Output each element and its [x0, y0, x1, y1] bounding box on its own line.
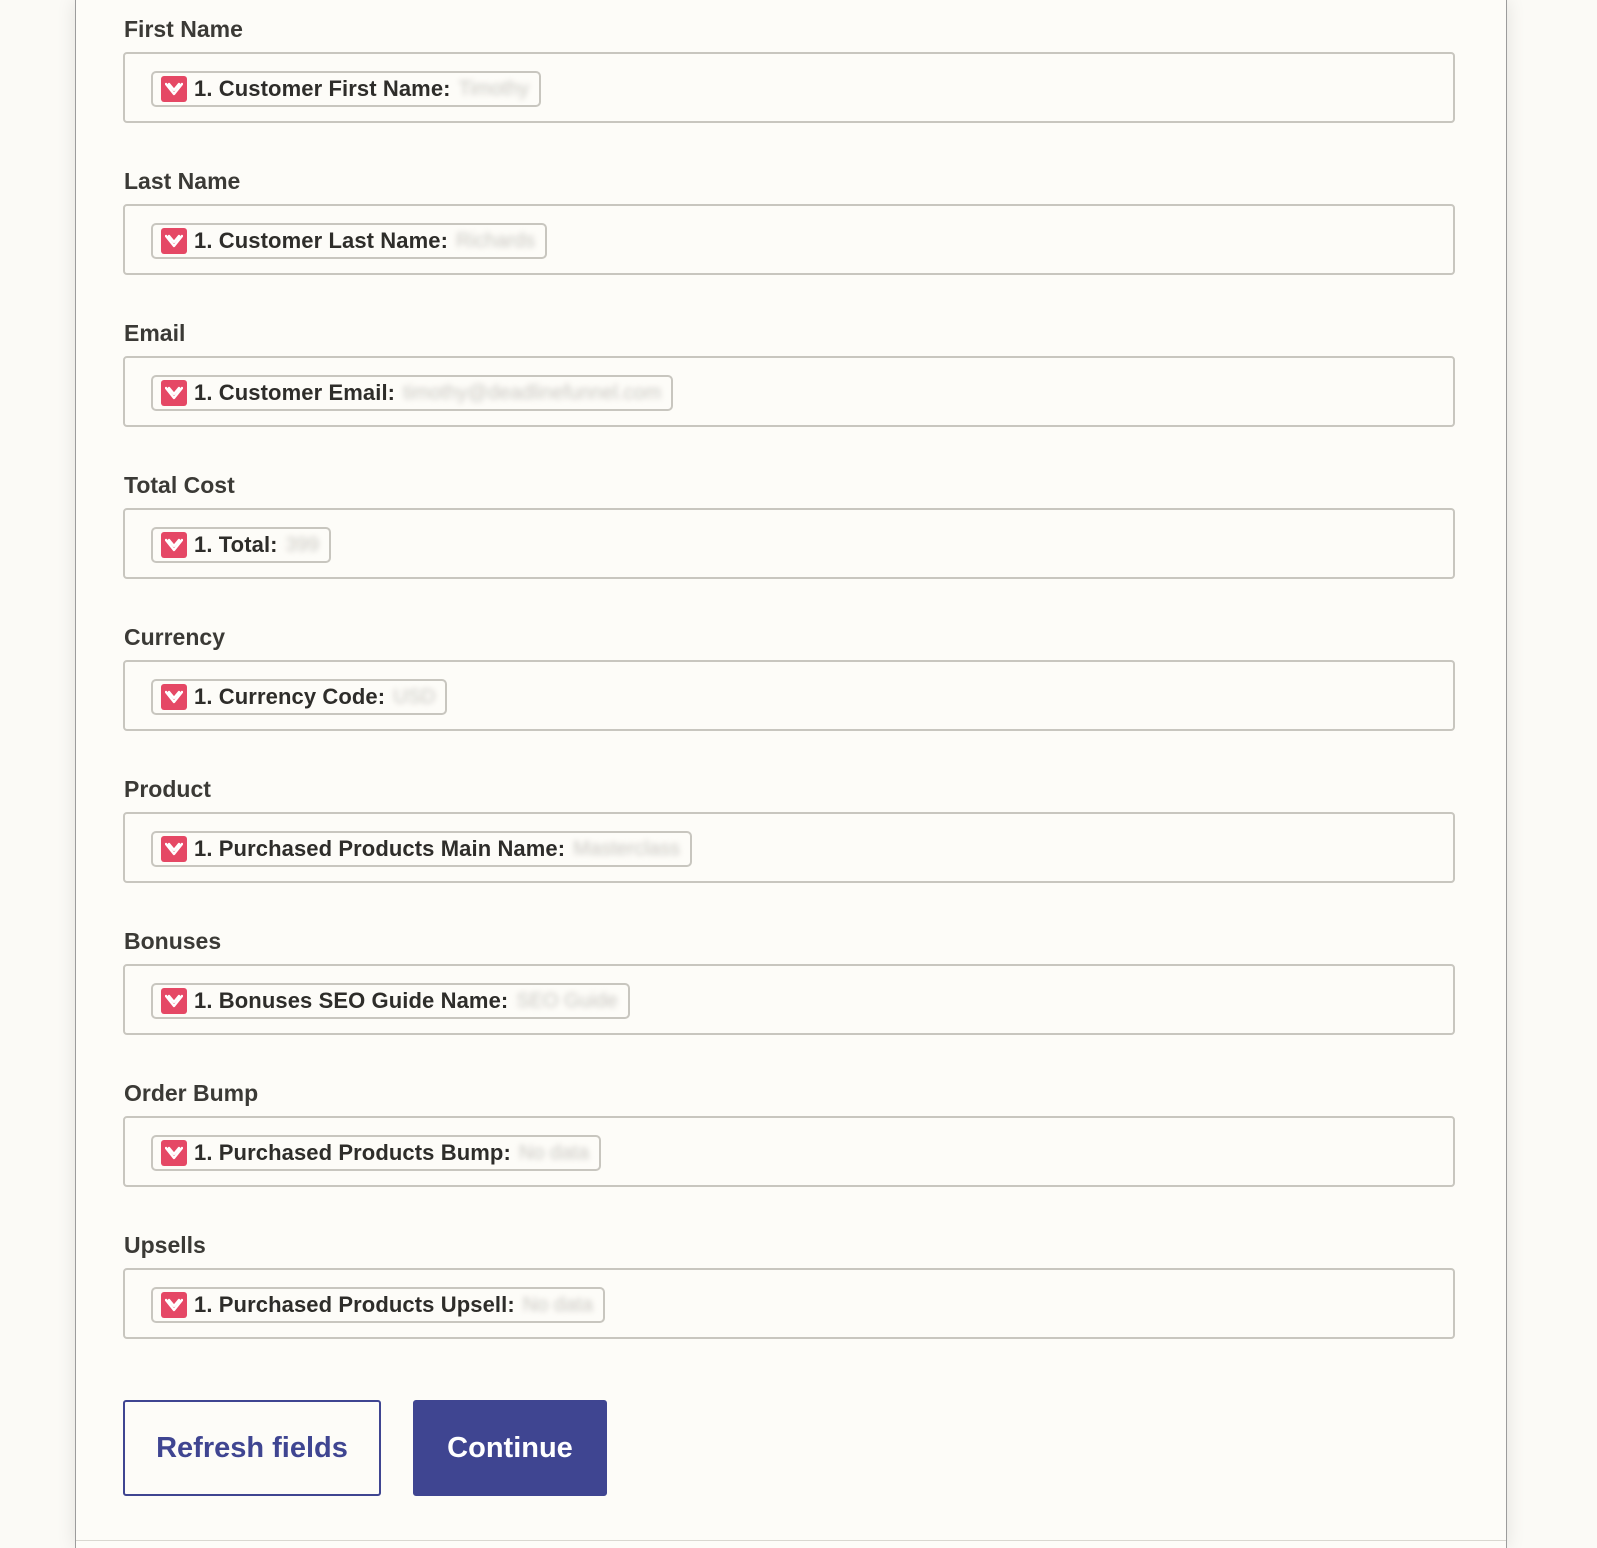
pill-label: 1. Customer Email:	[194, 380, 396, 405]
continue-button[interactable]: Continue	[413, 1400, 607, 1496]
field-label: Last Name	[124, 168, 241, 194]
field-bonuses	[123, 926, 1459, 1078]
last-name-input[interactable]	[123, 204, 1455, 275]
pill-value: 399	[285, 533, 319, 556]
field-order-bump	[123, 1078, 1459, 1230]
deadline-funnel-app-icon	[161, 76, 187, 102]
pill-value: No data	[518, 1141, 589, 1164]
field-currency	[123, 622, 1459, 774]
panel-divider	[76, 1540, 1506, 1541]
pill-value: No data	[522, 1293, 593, 1316]
mapped-value-pill[interactable]	[151, 375, 673, 411]
pill-value: Richards	[456, 229, 535, 252]
field-label: Total Cost	[124, 472, 235, 498]
currency-input[interactable]	[123, 660, 1455, 731]
deadline-funnel-app-icon	[161, 1140, 187, 1166]
first-name-input[interactable]	[123, 52, 1455, 123]
field-total-cost	[123, 470, 1459, 622]
field-label: Email	[124, 320, 186, 346]
pill-label: 1. Purchased Products Main Name:	[194, 836, 566, 861]
field-product	[123, 774, 1459, 926]
pill-label: 1. Purchased Products Bump:	[194, 1140, 511, 1165]
field-label: Bonuses	[124, 928, 222, 954]
field-label: Order Bump	[124, 1080, 259, 1106]
deadline-funnel-app-icon	[161, 380, 187, 406]
mapped-value-pill[interactable]	[151, 1287, 605, 1323]
mapped-value-pill[interactable]	[151, 983, 630, 1019]
bonuses-input[interactable]	[123, 964, 1455, 1035]
field-label: Currency	[124, 624, 225, 650]
email-input[interactable]	[123, 356, 1455, 427]
pill-value: timothy@deadlinefunnel.com	[403, 381, 662, 404]
mapped-value-pill[interactable]	[151, 223, 547, 259]
pill-value: Masterclass	[573, 837, 680, 860]
field-label: Product	[124, 776, 211, 802]
pill-value: SEO Guide	[516, 989, 618, 1012]
field-upsells	[123, 1230, 1459, 1382]
upsells-input[interactable]	[123, 1268, 1455, 1339]
deadline-funnel-app-icon	[161, 836, 187, 862]
pill-label: 1. Customer First Name:	[194, 76, 451, 101]
pill-value: Timothy	[458, 77, 529, 100]
field-email	[123, 318, 1459, 470]
deadline-funnel-app-icon	[161, 1292, 187, 1318]
total-cost-input[interactable]	[123, 508, 1455, 579]
form-panel	[75, 0, 1507, 1548]
order-bump-input[interactable]	[123, 1116, 1455, 1187]
pill-label: 1. Total:	[194, 532, 278, 557]
mapped-value-pill[interactable]	[151, 71, 541, 107]
pill-value: USD	[393, 685, 436, 708]
deadline-funnel-app-icon	[161, 532, 187, 558]
pill-label: 1. Currency Code:	[194, 684, 386, 709]
product-input[interactable]	[123, 812, 1455, 883]
refresh-fields-button[interactable]: Refresh fields	[123, 1400, 381, 1496]
field-label: Upsells	[124, 1232, 206, 1258]
mapped-value-pill[interactable]	[151, 527, 331, 563]
deadline-funnel-app-icon	[161, 228, 187, 254]
pill-label: 1. Customer Last Name:	[194, 228, 449, 253]
pill-label: 1. Bonuses SEO Guide Name:	[194, 988, 509, 1013]
field-label: First Name	[124, 16, 243, 42]
deadline-funnel-app-icon	[161, 988, 187, 1014]
mapped-value-pill[interactable]	[151, 679, 447, 715]
field-last-name	[123, 166, 1459, 318]
mapped-value-pill[interactable]	[151, 831, 692, 867]
field-list	[123, 14, 1459, 1382]
field-first-name	[123, 14, 1459, 166]
pill-label: 1. Purchased Products Upsell:	[194, 1292, 515, 1317]
deadline-funnel-app-icon	[161, 684, 187, 710]
mapped-value-pill[interactable]	[151, 1135, 601, 1171]
